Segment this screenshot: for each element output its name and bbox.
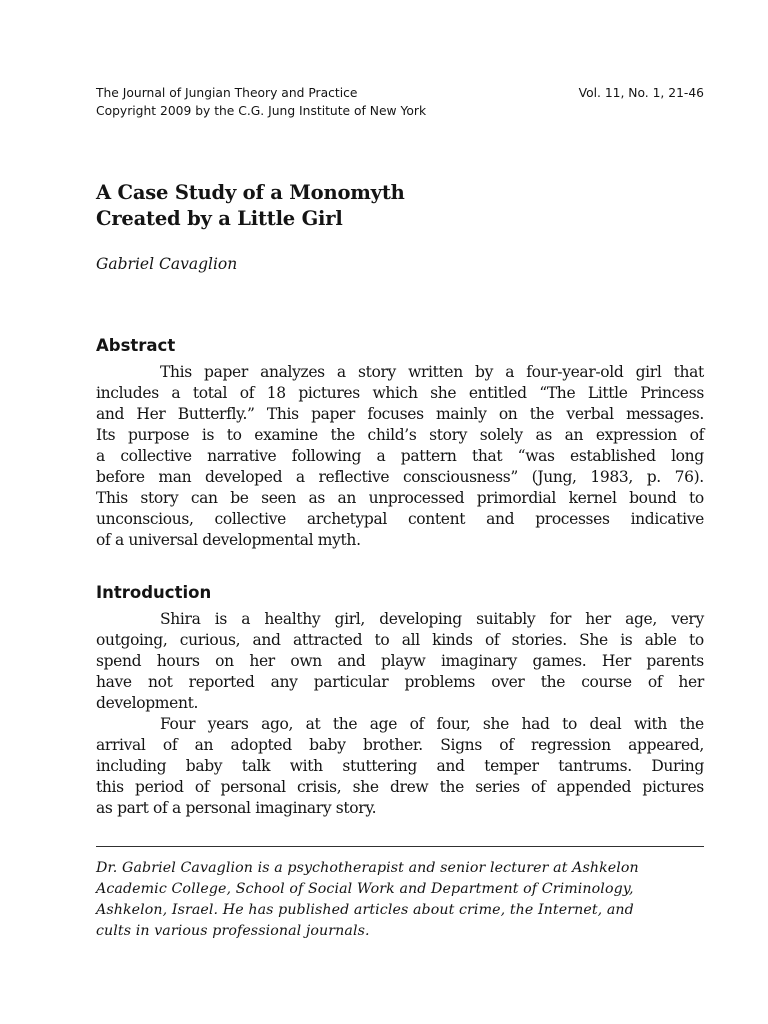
footnote-line: Dr. Gabriel Cavaglion is a psychotherapist and senior lecturer at Ashkelon [96,860,639,876]
text-line: Its purpose is to examine the child’s story solely as an expression of [96,426,704,444]
text-line: unconscious, collective archetypal content and processes indicative [96,510,704,528]
footnote-line: Academic College, School of Social Work and Department of Criminology, [96,881,634,897]
footnote-line: Ashkelon, Israel. He has published articles about crime, the Internet, and [96,902,634,918]
text-line: includes a total of 18 pictures which she entitled “The Little Princess [96,384,704,402]
article-title [96,180,704,232]
text-line: of a universal developmental myth. [96,531,361,549]
introduction-heading: Introduction [96,583,212,602]
text-line: Shira is a healthy girl, developing suitably for her age, very [160,610,704,628]
title-line-1: A Case Study of a Monomyth [96,181,405,204]
text-line: a collective narrative following a pattern that “was established long [96,447,704,465]
introduction-body [96,609,704,819]
journal-name: The Journal of Jungian Theory and Practice [96,86,358,100]
footnote-divider [96,846,704,847]
text-line: outgoing, curious, and attracted to all kinds of stories. She is able to [96,631,704,649]
copyright-line: Copyright 2009 by the C.G. Jung Institute of New York [96,104,427,118]
text-line: Four years ago, at the age of four, she had to deal with the [160,715,704,733]
volume-info: Vol. 11, No. 1, 21-46 [578,86,704,100]
text-line: and Her Butterfly.” This paper focuses mainly on the verbal messages. [96,405,704,423]
text-line: as part of a personal imaginary story. [96,799,377,817]
text-line: including baby talk with stuttering and temper tantrums. During [96,757,704,775]
text-line: arrival of an adopted baby brother. Signs of regression appeared, [96,736,704,754]
text-line: development. [96,694,199,712]
text-line: have not reported any particular problems over the course of her [96,673,704,691]
author-footnote [96,858,704,942]
text-line: This story can be seen as an unprocessed primordial kernel bound to [96,489,704,507]
text-line: this period of personal crisis, she drew the series of appended pictures [96,778,704,796]
text-line: This paper analyzes a story written by a four-year-old girl that [160,363,704,381]
title-line-2: Created by a Little Girl [96,207,343,230]
journal-header [96,84,704,120]
footnote-line: cults in various professional journals. [96,923,370,939]
author-name: Gabriel Cavaglion [96,255,238,273]
text-line: before man developed a reflective consciousness” (Jung, 1983, p. 76). [96,468,704,486]
abstract-heading: Abstract [96,336,176,355]
text-line: spend hours on her own and playw imaginary games. Her parents [96,652,704,670]
abstract-paragraph [96,362,704,551]
